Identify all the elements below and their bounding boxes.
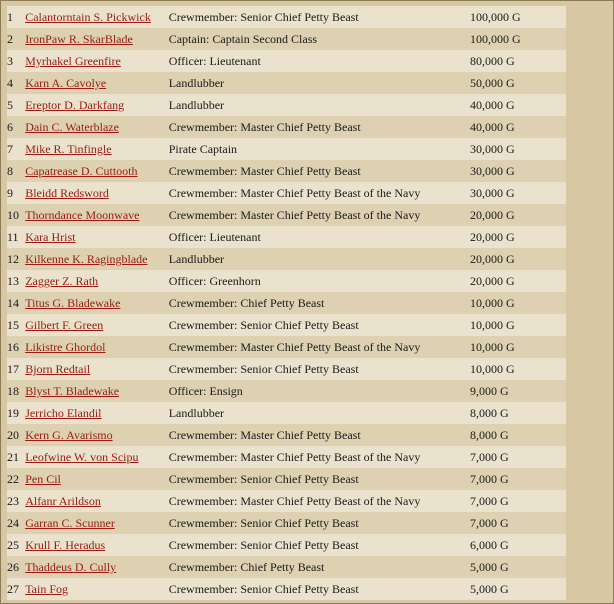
position-cell: Crewmember: Senior Chief Petty Beast xyxy=(169,534,470,556)
table-row xyxy=(7,446,566,468)
pirate-name-link[interactable]: Zagger Z. Rath xyxy=(25,274,99,288)
table-row xyxy=(7,424,566,446)
pirate-name-link[interactable]: Calantorntain S. Pickwick xyxy=(25,10,151,24)
rank-cell: 1 xyxy=(7,6,25,28)
table-row xyxy=(7,270,566,292)
table-row xyxy=(7,182,566,204)
bounty-cell: 7,000 G xyxy=(470,468,566,490)
table-row xyxy=(7,556,566,578)
bounty-cell: 80,000 G xyxy=(470,50,566,72)
table-row xyxy=(7,138,566,160)
rank-cell: 13 xyxy=(7,270,25,292)
position-cell: Crewmember: Master Chief Petty Beast of the Navy xyxy=(169,204,470,226)
pirate-name-link[interactable]: Bjorn Redtail xyxy=(25,362,91,376)
pirate-name-link[interactable]: Myrhakel Greenfire xyxy=(25,54,121,68)
pirate-name-link[interactable]: Kara Hrist xyxy=(25,230,76,244)
rank-cell: 25 xyxy=(7,534,25,556)
pirate-name-link[interactable]: IronPaw R. SkarBlade xyxy=(25,32,133,46)
pirate-name-link[interactable]: Pen Cil xyxy=(25,472,61,486)
bounty-cell: 6,000 G xyxy=(470,534,566,556)
name-cell xyxy=(25,94,169,116)
position-cell: Crewmember: Chief Petty Beast xyxy=(169,556,470,578)
bounty-cell: 30,000 G xyxy=(470,182,566,204)
name-cell xyxy=(25,314,169,336)
bounty-cell: 30,000 G xyxy=(470,160,566,182)
rank-cell: 24 xyxy=(7,512,25,534)
position-cell: Crewmember: Senior Chief Petty Beast xyxy=(169,512,470,534)
bounty-cell: 10,000 G xyxy=(470,314,566,336)
rank-cell: 12 xyxy=(7,248,25,270)
name-cell xyxy=(25,490,169,512)
rank-cell: 15 xyxy=(7,314,25,336)
rank-cell: 18 xyxy=(7,380,25,402)
rank-cell: 2 xyxy=(7,28,25,50)
bounty-cell: 40,000 G xyxy=(470,116,566,138)
rank-cell: 17 xyxy=(7,358,25,380)
position-cell: Officer: Ensign xyxy=(169,380,470,402)
position-cell: Crewmember: Senior Chief Petty Beast xyxy=(169,6,470,28)
table-row xyxy=(7,72,566,94)
rank-cell: 8 xyxy=(7,160,25,182)
table-row xyxy=(7,490,566,512)
rank-cell: 14 xyxy=(7,292,25,314)
table-row xyxy=(7,358,566,380)
name-cell xyxy=(25,380,169,402)
table-row xyxy=(7,336,566,358)
table-row xyxy=(7,248,566,270)
table-row xyxy=(7,6,566,28)
table-row xyxy=(7,226,566,248)
bounty-cell: 7,000 G xyxy=(470,490,566,512)
pirate-name-link[interactable]: Titus G. Bladewake xyxy=(25,296,121,310)
bounty-cell: 8,000 G xyxy=(470,424,566,446)
bounty-cell: 100,000 G xyxy=(470,28,566,50)
name-cell xyxy=(25,226,169,248)
bounty-cell: 40,000 G xyxy=(470,94,566,116)
bounty-cell: 20,000 G xyxy=(470,226,566,248)
position-cell: Landlubber xyxy=(169,248,470,270)
bounty-cell: 20,000 G xyxy=(470,248,566,270)
bounty-cell: 9,000 G xyxy=(470,380,566,402)
table-row xyxy=(7,578,566,600)
position-cell: Landlubber xyxy=(169,72,470,94)
table-row xyxy=(7,468,566,490)
name-cell xyxy=(25,204,169,226)
pirate-name-link[interactable]: Dain C. Waterblaze xyxy=(25,120,119,134)
pirate-name-link[interactable]: Alfanr Arildson xyxy=(25,494,101,508)
position-cell: Captain: Captain Second Class xyxy=(169,28,470,50)
rank-cell: 19 xyxy=(7,402,25,424)
name-cell xyxy=(25,292,169,314)
bounty-cell: 7,000 G xyxy=(470,512,566,534)
rank-cell: 23 xyxy=(7,490,25,512)
pirate-name-link[interactable]: Tain Fog xyxy=(25,582,69,596)
pirate-name-link[interactable]: Blyst T. Bladewake xyxy=(25,384,120,398)
position-cell: Crewmember: Master Chief Petty Beast xyxy=(169,116,470,138)
name-cell xyxy=(25,138,169,160)
scroll-area xyxy=(567,1,613,603)
position-cell: Crewmember: Senior Chief Petty Beast xyxy=(169,358,470,380)
name-cell xyxy=(25,336,169,358)
table-row xyxy=(7,94,566,116)
position-cell: Crewmember: Master Chief Petty Beast xyxy=(169,160,470,182)
position-cell: Crewmember: Master Chief Petty Beast of the Navy xyxy=(169,446,470,468)
table-row xyxy=(7,534,566,556)
pirate-name-link[interactable]: Garran C. Scunner xyxy=(25,516,115,530)
position-cell: Crewmember: Master Chief Petty Beast of the Navy xyxy=(169,336,470,358)
position-cell: Crewmember: Chief Petty Beast xyxy=(169,292,470,314)
pirate-name-link[interactable]: Gilbert F. Green xyxy=(25,318,104,332)
table-row xyxy=(7,160,566,182)
position-cell: Crewmember: Senior Chief Petty Beast xyxy=(169,468,470,490)
bounty-cell: 10,000 G xyxy=(470,292,566,314)
name-cell xyxy=(25,358,169,380)
position-cell: Pirate Captain xyxy=(169,138,470,160)
pirate-name-link[interactable]: Ereptor D. Darkfang xyxy=(25,98,125,112)
pirate-name-link[interactable]: Karn A. Cavolye xyxy=(25,76,107,90)
rank-cell: 22 xyxy=(7,468,25,490)
name-cell xyxy=(25,424,169,446)
rank-cell: 20 xyxy=(7,424,25,446)
bounty-cell: 10,000 G xyxy=(470,336,566,358)
rank-cell: 7 xyxy=(7,138,25,160)
rank-cell: 11 xyxy=(7,226,25,248)
rank-cell: 21 xyxy=(7,446,25,468)
rank-cell: 4 xyxy=(7,72,25,94)
name-cell xyxy=(25,556,169,578)
bounty-cell: 30,000 G xyxy=(470,138,566,160)
bounty-cell: 20,000 G xyxy=(470,270,566,292)
rank-cell: 3 xyxy=(7,50,25,72)
table-row xyxy=(7,512,566,534)
bounty-cell: 100,000 G xyxy=(470,6,566,28)
position-cell: Officer: Greenhorn xyxy=(169,270,470,292)
crew-roster-body xyxy=(7,6,566,600)
rank-cell: 6 xyxy=(7,116,25,138)
name-cell xyxy=(25,578,169,600)
name-cell xyxy=(25,402,169,424)
rank-cell: 5 xyxy=(7,94,25,116)
pirate-name-link[interactable]: Mike R. Tinfingle xyxy=(25,142,112,156)
table-row xyxy=(7,402,566,424)
pirate-name-link[interactable]: Capatrease D. Cuttooth xyxy=(25,164,138,178)
table-row xyxy=(7,292,566,314)
name-cell xyxy=(25,270,169,292)
position-cell: Officer: Lieutenant xyxy=(169,226,470,248)
bounty-cell: 7,000 G xyxy=(470,446,566,468)
name-cell xyxy=(25,28,169,50)
bounty-cell: 10,000 G xyxy=(470,358,566,380)
position-cell: Landlubber xyxy=(169,94,470,116)
table-row xyxy=(7,116,566,138)
pirate-name-link[interactable]: Jerricho Elandil xyxy=(25,406,102,420)
pirate-name-link[interactable]: Likistre Ghordol xyxy=(25,340,106,354)
position-cell: Crewmember: Senior Chief Petty Beast xyxy=(169,314,470,336)
name-cell xyxy=(25,6,169,28)
position-cell: Crewmember: Master Chief Petty Beast xyxy=(169,424,470,446)
rank-cell: 26 xyxy=(7,556,25,578)
name-cell xyxy=(25,72,169,94)
table-row xyxy=(7,28,566,50)
name-cell xyxy=(25,512,169,534)
position-cell: Officer: Lieutenant xyxy=(169,50,470,72)
crew-roster-table xyxy=(7,6,566,600)
name-cell xyxy=(25,182,169,204)
position-cell: Crewmember: Master Chief Petty Beast of the Navy xyxy=(169,182,470,204)
bounty-cell: 50,000 G xyxy=(470,72,566,94)
pirate-name-link[interactable]: Bleidd Redsword xyxy=(25,186,109,200)
bounty-cell: 20,000 G xyxy=(470,204,566,226)
table-row xyxy=(7,204,566,226)
name-cell xyxy=(25,534,169,556)
rank-cell: 16 xyxy=(7,336,25,358)
position-cell: Crewmember: Master Chief Petty Beast of the Navy xyxy=(169,490,470,512)
bounty-cell: 5,000 G xyxy=(470,556,566,578)
pirate-name-link[interactable]: Thaddeus D. Cully xyxy=(25,560,117,574)
pirate-name-link[interactable]: Krull F. Heradus xyxy=(25,538,106,552)
table-row xyxy=(7,380,566,402)
name-cell xyxy=(25,468,169,490)
name-cell xyxy=(25,116,169,138)
position-cell: Crewmember: Senior Chief Petty Beast xyxy=(169,578,470,600)
pirate-name-link[interactable]: Kilkenne K. Ragingblade xyxy=(25,252,148,266)
name-cell xyxy=(25,50,169,72)
name-cell xyxy=(25,248,169,270)
table-row xyxy=(7,314,566,336)
table-row xyxy=(7,50,566,72)
name-cell xyxy=(25,446,169,468)
rank-cell: 10 xyxy=(7,204,25,226)
pirate-name-link[interactable]: Thorndance Moonwave xyxy=(25,208,140,222)
pirate-name-link[interactable]: Leofwine W. von Scipu xyxy=(25,450,139,464)
bounty-cell: 5,000 G xyxy=(470,578,566,600)
pirate-name-link[interactable]: Kern G. Avarismo xyxy=(25,428,113,442)
position-cell: Landlubber xyxy=(169,402,470,424)
rank-cell: 27 xyxy=(7,578,25,600)
rank-cell: 9 xyxy=(7,182,25,204)
bounty-cell: 8,000 G xyxy=(470,402,566,424)
name-cell xyxy=(25,160,169,182)
